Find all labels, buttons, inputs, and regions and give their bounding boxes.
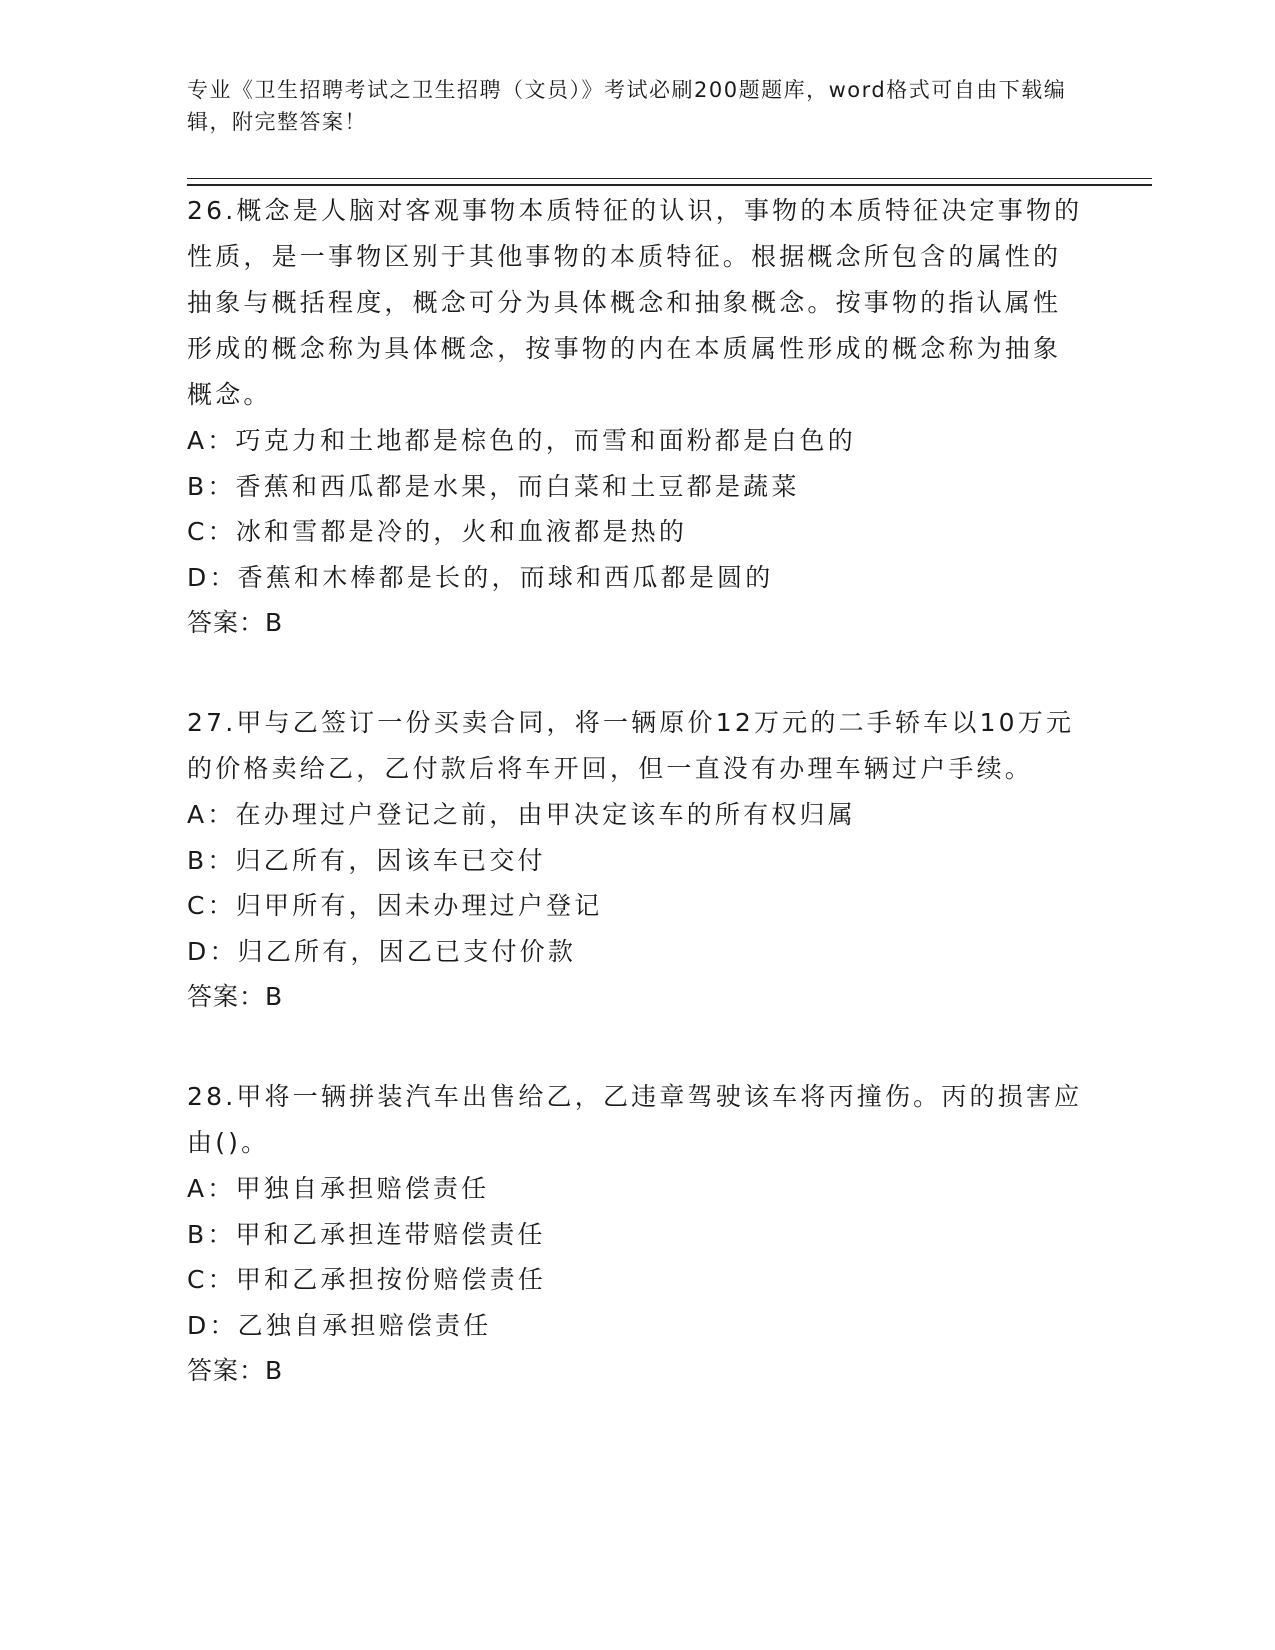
option-b: B：香蕉和西瓜都是水果，而白菜和土豆都是蔬菜 bbox=[187, 471, 800, 501]
option-b: B：甲和乙承担连带赔偿责任 bbox=[187, 1219, 546, 1249]
option-c: C：归甲所有，因未办理过户登记 bbox=[187, 891, 603, 920]
question-26 bbox=[187, 188, 1087, 646]
option-a: A：巧克力和土地都是棕色的，而雪和面粉都是白色的 bbox=[187, 426, 856, 455]
question-spacer bbox=[187, 1020, 1087, 1074]
option-a: A：在办理过户登记之前，由甲决定该车的所有权归属 bbox=[187, 800, 856, 829]
answer-line: 答案：B bbox=[187, 982, 284, 1011]
question-stem: 27.甲与乙签订一份买卖合同，将一辆原价12万元的二手轿车以10万元的价格卖给乙，乙付款后将车开回，但一直没有办理车辆过户手续。 bbox=[187, 708, 1075, 783]
question-stem: 28.甲将一辆拼装汽车出售给乙，乙违章驾驶该车将丙撞伤。丙的损害应由()。 bbox=[187, 1082, 1083, 1157]
page-header: 专业《卫生招聘考试之卫生招聘（文员）》考试必刷200题题库，word格式可自由下载编辑，附完整答案！ bbox=[187, 78, 1067, 134]
answer-line: 答案：B bbox=[187, 1356, 284, 1385]
option-c: C：冰和雪都是冷的，火和血液都是热的 bbox=[187, 517, 688, 546]
header-divider bbox=[187, 178, 1152, 186]
option-d: D：归乙所有，因乙已支付价款 bbox=[187, 936, 577, 966]
question-27 bbox=[187, 700, 1087, 1020]
question-stem: 26.概念是人脑对客观事物本质特征的认识，事物的本质特征决定事物的性质，是一事物区别于其他事物的本质特征。根据概念所包含的属性的抽象与概括程度，概念可分为具体概念和抽象概念。按事物的指认属性形成的概念称为具体概念，按事物的内在本质属性形成的概念称为抽象概念。 bbox=[187, 196, 1083, 409]
question-list bbox=[187, 188, 1087, 1394]
question-spacer bbox=[187, 646, 1087, 700]
option-b: B：归乙所有，因该车已交付 bbox=[187, 845, 546, 875]
answer-line: 答案：B bbox=[187, 608, 284, 637]
option-a: A：甲独自承担赔偿责任 bbox=[187, 1174, 490, 1203]
option-d: D：乙独自承担赔偿责任 bbox=[187, 1310, 492, 1340]
question-28 bbox=[187, 1074, 1087, 1394]
option-c: C：甲和乙承担按份赔偿责任 bbox=[187, 1265, 547, 1294]
option-d: D：香蕉和木棒都是长的，而球和西瓜都是圆的 bbox=[187, 562, 774, 592]
